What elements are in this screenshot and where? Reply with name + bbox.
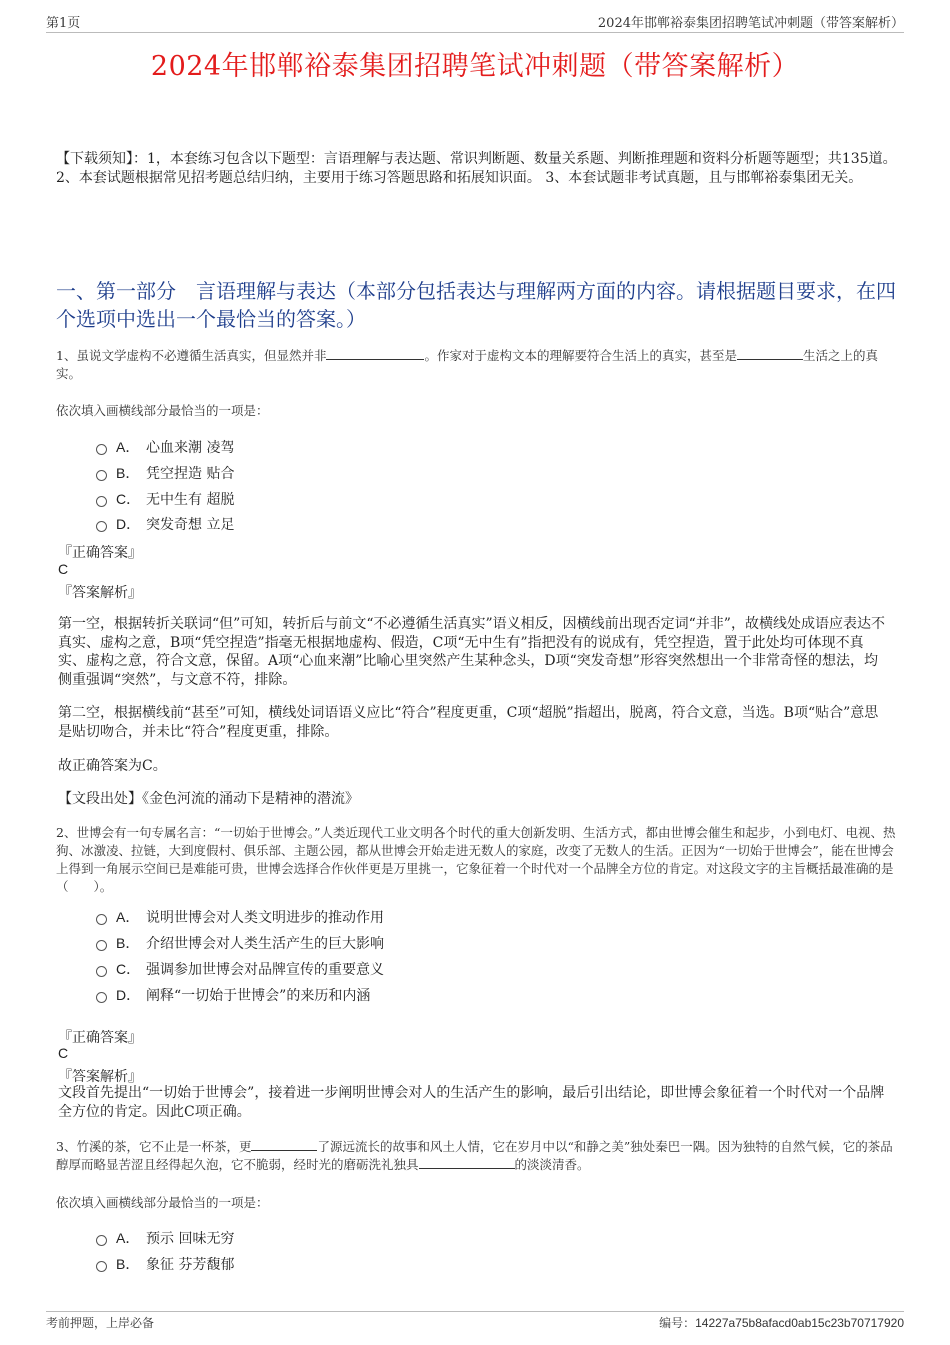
q2-analysis-label: 『答案解析』: [58, 1069, 142, 1085]
q1-analysis-3: 故正确答案为C。: [58, 758, 167, 774]
q1-answer: C: [58, 561, 69, 577]
q1-option-d[interactable]: D． 突发奇想 立足: [96, 514, 234, 534]
q2-answer-label: 『正确答案』: [58, 1030, 142, 1046]
blank-1: [251, 1138, 317, 1151]
footer-slogan: 考前押题，上岸必备: [46, 1316, 155, 1330]
q1-option-b[interactable]: B． 凭空捏造 贴合: [96, 463, 234, 483]
blank-2: [419, 1156, 515, 1169]
radio-icon[interactable]: [96, 966, 107, 977]
q3-option-b[interactable]: B． 象征 芬芳馥郁: [96, 1254, 234, 1274]
q1-option-c[interactable]: C． 无中生有 超脱: [96, 489, 234, 509]
q1-answer-label: 『正确答案』: [58, 545, 142, 561]
download-notice: 【下载须知】：1，本套练习包含以下题型：言语理解与表达题、常识判断题、数量关系题、判断推理题和资料分析题等题型；共135道。 2、本套试题根据常见招考题总结归纳，主要用于练习答题思路和拓展知识面。 3、本套试题非考试真题，且与邯郸裕泰集团无关。: [56, 151, 897, 186]
q2-option-d[interactable]: D． 阐释“一切始于世博会”的来历和内涵: [96, 985, 370, 1005]
q1-analysis-label: 『答案解析』: [58, 585, 142, 601]
q2-option-a[interactable]: A． 说明世博会对人类文明进步的推动作用: [96, 907, 384, 927]
radio-icon[interactable]: [96, 992, 107, 1003]
radio-icon[interactable]: [96, 1235, 107, 1246]
q2-answer: C: [58, 1045, 69, 1061]
question-1-prompt: 依次填入画横线部分最恰当的一项是：: [56, 403, 269, 418]
footer-divider: [46, 1311, 904, 1312]
radio-icon[interactable]: [96, 1261, 107, 1272]
q3-option-a[interactable]: A． 预示 回味无穷: [96, 1228, 234, 1248]
section-heading: 一、第一部分 言语理解与表达（本部分包括表达与理解两方面的内容。请根据题目要求，在四个选项中选出一个最恰当的答案。）: [56, 279, 896, 331]
q1-analysis-1: 第一空，根据转折关联词“但”可知，转折后与前文“不必遵循生活真实”语义相反，因横线前出现否定词“并非”，故横线处成语应表达不真实、虚构之意，B项“凭空捏造”指毫无根据地虚构、假造，C项“无中生有”指把没有的说成有，凭空捏造，置于此处均可体现不真实、虚构之意，符合文意，保留。A项“心血来潮”比喻心里突然产生某种念头，D项“突发奇想”形容突然想出一个非常奇怪的想法，均侧重强调“突然”，与文意不符，排除。: [58, 616, 885, 688]
question-3-text: 3、竹溪的茶，它不止是一杯茶，更 了源远流长的故事和风土人情，它在岁月中以“和静之美”独处秦巴一隅。因为独特的自然气候，它的茶品醇厚而略显苦涩且经得起久泡，它不脆弱，经时光的磨砺洗礼独具 的淡淡清香。: [56, 1139, 893, 1172]
question-2-text: 2、世博会有一句专属名言：“一切始于世博会。”人类近现代工业文明各个时代的重大创新发明、生活方式，都由世博会催生和起步，小到电灯、电视、热狗、冰激凌、拉链，大到度假村、俱乐部、主题公园，都从世博会开始走进无数人的家庭，改变了无数人的生活。正因为“一切始于世博会”，能在世博会上得到一角展示空间已是难能可贵，世博会选择合作伙伴更是万里挑一，它象征着一个时代对一个品牌全方位的肯定。对这段文字的主旨概括最准确的是（ ）。: [56, 825, 896, 894]
q2-analysis: 文段首先提出“一切始于世博会”，接着进一步阐明世博会对人的生活产生的影响，最后引出结论，即世博会象征着一个时代对一个品牌全方位的肯定。因此C项正确。: [58, 1085, 885, 1120]
q1-analysis-2: 第二空，根据横线前“甚至”可知，横线处词语语义应比“符合”程度更重，C项“超脱”指超出，脱离，符合文意，当选。B项“贴合”意思是贴切吻合，并未比“符合”程度更重，排除。: [58, 705, 879, 740]
blank-1: [326, 347, 424, 360]
radio-icon[interactable]: [96, 444, 107, 455]
q1-option-a[interactable]: A． 心血来潮 凌驾: [96, 437, 234, 457]
page-title: 2024年邯郸裕泰集团招聘笔试冲刺题（带答案解析）: [150, 51, 800, 82]
radio-icon[interactable]: [96, 521, 107, 532]
question-1-text: 1、虽说文学虚构不必遵循生活真实，但显然并非 。作家对于虚构文本的理解要符合生活上的真实，甚至是 生活之上的真实。: [56, 348, 878, 381]
header-doc-title: 2024年邯郸裕泰集团招聘笔试冲刺题（带答案解析）: [597, 16, 904, 31]
question-3-prompt: 依次填入画横线部分最恰当的一项是：: [56, 1195, 269, 1210]
q1-source: 【文段出处】《金色河流的涌动下是精神的潜流》: [58, 791, 359, 807]
page-number: 第1页: [46, 16, 81, 31]
blank-2: [737, 347, 803, 360]
radio-icon[interactable]: [96, 940, 107, 951]
radio-icon[interactable]: [96, 496, 107, 507]
header-divider: [46, 32, 904, 33]
radio-icon[interactable]: [96, 470, 107, 481]
q2-option-c[interactable]: C． 强调参加世博会对品牌宣传的重要意义: [96, 959, 384, 979]
footer-code: 编号：14227a75b8afacd0ab15c23b70717920: [659, 1316, 904, 1330]
radio-icon[interactable]: [96, 914, 107, 925]
q2-option-b[interactable]: B． 介绍世博会对人类生活产生的巨大影响: [96, 933, 384, 953]
